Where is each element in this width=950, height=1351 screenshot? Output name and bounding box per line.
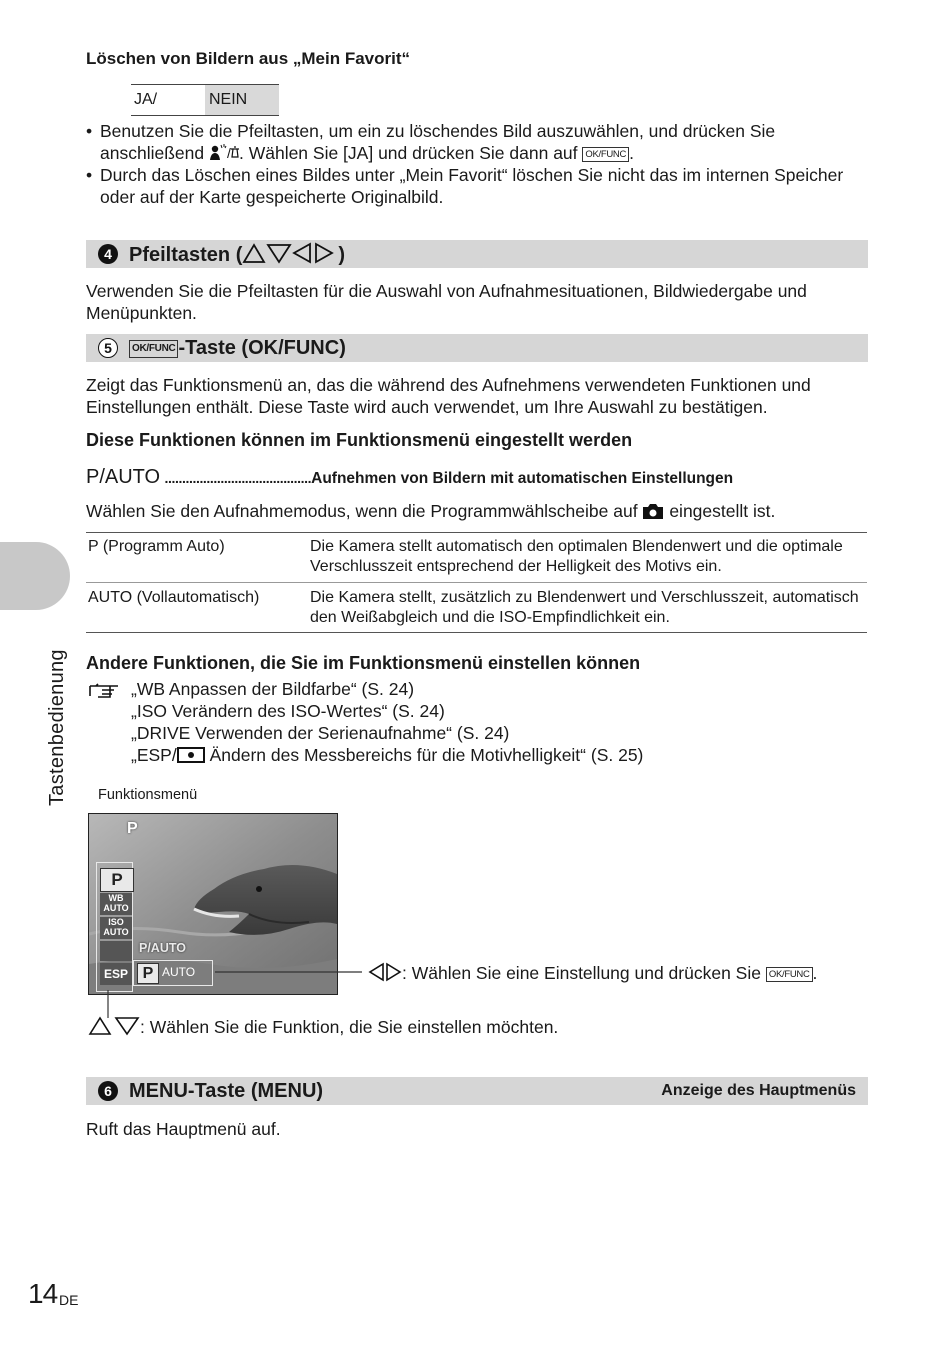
left-right-arrows-icon (368, 962, 402, 982)
ref-esp: „ESP/ Ändern des Messbereichs für die Motivhelligkeit“ (S. 25) (131, 745, 644, 765)
mode-dial-line: Wählen Sie den Aufnahmemodus, wenn die Programmwählscheibe auf eingestellt ist. (86, 501, 776, 521)
bullet-original-kept: • Durch das Löschen eines Bildes unter „Mein Favorit“ löschen Sie nicht das im internen Speicher oder auf der Karte gespeicherte Originalbild. (86, 165, 844, 207)
table-rule-mid (86, 582, 867, 583)
ref-wb: „WB Anpassen der Bildfarbe“ (S. 24) (131, 679, 415, 699)
sidebar-tab (0, 542, 70, 610)
section-4-number: 4 (98, 244, 118, 264)
section-5-body: Zeigt das Funktionsmenü an, das die während des Aufnehmens verwendeten Funktionen und Einstellungen enthält. Diese Taste wird auch verwendet, um Ihre Auswahl zu bestätigen. (86, 375, 811, 417)
table-row-1-desc: Die Kamera stellt automatisch den optimalen Blendenwert und die optimale Verschlusszeit entsprechend der Helligkeit des Motivs ein. (310, 538, 843, 575)
pauto-line (86, 466, 868, 492)
table-row-2-desc: Die Kamera stellt, zusätzlich zu Blendenwert und Verschlusszeit, automatisch den Weißabgleich und die ISO-Empfindlichkeit ein. (310, 589, 859, 626)
screen-mode-indicator: P (127, 820, 138, 837)
section-5-bar (86, 334, 868, 362)
ref-iso: „ISO Verändern des ISO-Wertes“ (S. 24) (131, 701, 445, 721)
pauto-dots: .......................................... (164, 470, 312, 486)
section-6-number: 6 (98, 1081, 118, 1101)
section-6-bar (86, 1077, 868, 1105)
section-4-bar (86, 240, 868, 268)
delete-favorite-heading: Löschen von Bildern aus „Mein Favorit“ (86, 49, 410, 68)
camera-icon (642, 502, 664, 520)
screen-pauto-label: P/AUTO (139, 941, 186, 955)
section-6-subtitle: Anzeige des Hauptmenüs (661, 1082, 856, 1099)
option-ja: JA/ (134, 91, 158, 108)
callout-left-right: : Wählen Sie eine Einstellung und drücken Sie OK/FUNC . (368, 962, 817, 984)
section-6-body: Ruft das Hauptmenü auf. (86, 1119, 281, 1139)
page-number: 14 (28, 1278, 58, 1309)
option-auto[interactable]: AUTO (162, 965, 196, 979)
section-5-title: OK/FUNC -Taste (OK/FUNC) (129, 336, 346, 360)
bullet-select-image: • Benutzen Sie die Pfeiltasten, um ein zu löschendes Bild auszuwählen, und drücken Sie anschließend / . Wählen Sie [JA] und drücken Sie dann auf OK/FUNC . (86, 121, 776, 163)
figure-caption: Funktionsmenü (98, 787, 198, 803)
favorite-erase-icon (209, 143, 239, 161)
sidebar-chapter-label: Tastenbedienung (46, 649, 68, 806)
option-p[interactable]: P (137, 963, 159, 984)
page-language: DE (59, 1292, 79, 1308)
ref-drive: „DRIVE Verwenden der Serienaufnahme“ (S. 24) (131, 723, 510, 743)
menu-item-esp[interactable]: ESP (100, 963, 132, 985)
menu-item-p[interactable]: P (100, 868, 134, 892)
other-functions-heading: Andere Funktionen, die Sie im Funktionsmenü einstellen können (86, 653, 641, 673)
table-row-1-mode: P (Programm Auto) (88, 538, 225, 555)
table-row-2-mode: AUTO (Vollautomatisch) (88, 589, 260, 606)
svg-text:/: / (226, 145, 231, 161)
ok-func-icon: OK/FUNC (129, 340, 178, 358)
pauto-desc: Aufnehmen von Bildern mit automatischen Einstellungen (311, 470, 734, 487)
functions-subheading: Diese Funktionen können im Funktionsmenü eingestellt werden (86, 430, 633, 450)
menu-item-wb[interactable]: WB AUTO (100, 893, 132, 915)
menu-item-iso[interactable]: ISO AUTO (100, 917, 132, 939)
section-6-title: MENU-Taste (MENU) (129, 1080, 324, 1102)
callout-up-down: : Wählen Sie die Funktion, die Sie einstellen möchten. (88, 1016, 558, 1038)
spot-metering-icon (177, 746, 205, 764)
section-4-title: Pfeiltasten ( ) (129, 244, 346, 266)
ok-func-icon: OK/FUNC (582, 147, 629, 162)
table-rule-bottom (86, 632, 867, 633)
section-4-body: Verwenden Sie die Pfeiltasten für die Auswahl von Aufnahmesituationen, Bildwiedergabe und Menüpunkten. (86, 281, 807, 323)
ok-func-icon: OK/FUNC (766, 967, 813, 982)
section-5-number: 5 (98, 338, 118, 358)
option-nein: NEIN (205, 85, 279, 115)
pauto-label: P/AUTO (86, 466, 161, 488)
reference-hand-icon (88, 681, 122, 699)
arrow-keys-icon (242, 242, 338, 264)
up-down-arrows-icon (88, 1016, 140, 1036)
ja-nein-options (131, 84, 279, 116)
table-rule-top (86, 532, 867, 533)
menu-item-drive[interactable] (100, 941, 132, 961)
